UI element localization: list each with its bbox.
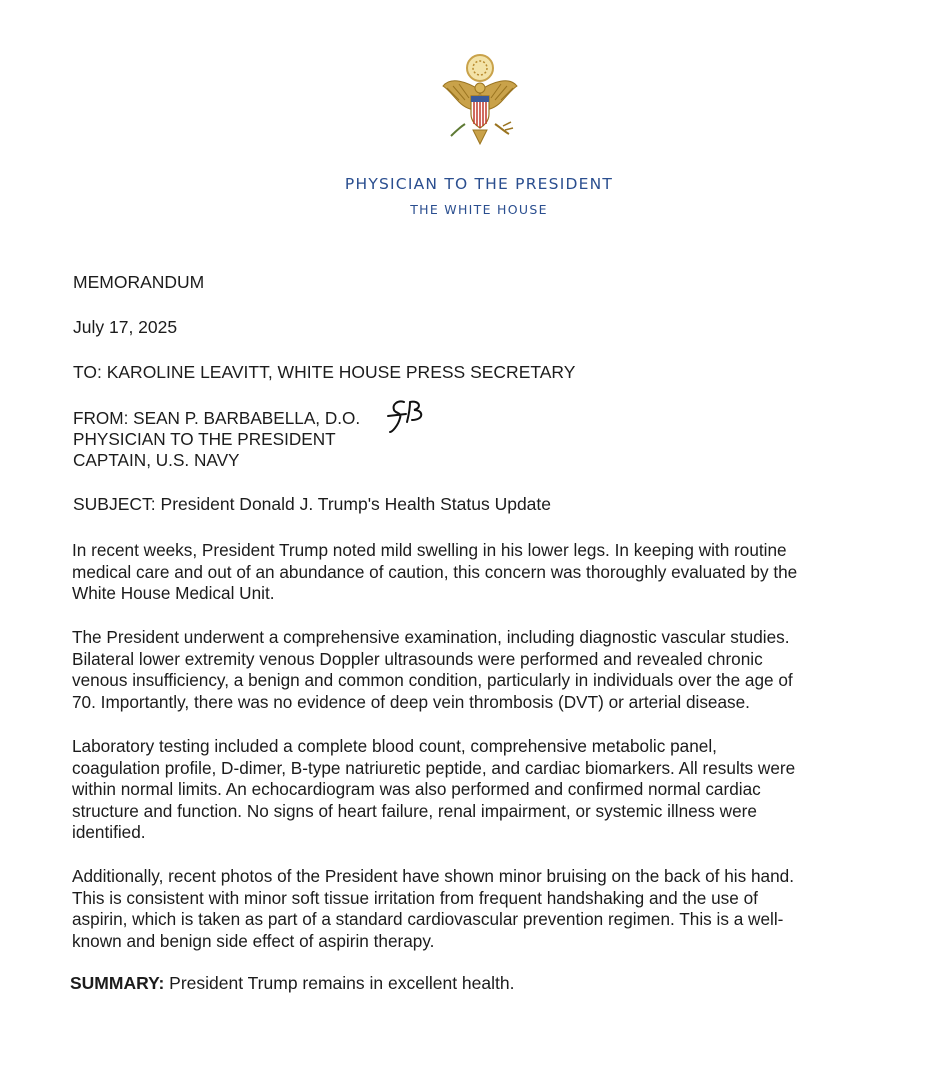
paragraph-line: within normal limits. An echocardiogram was also performed and confirmed normal cardiac xyxy=(72,779,761,799)
paragraph-line: aspirin, which is taken as part of a standard cardiovascular prevention regimen. This is a well- xyxy=(72,909,784,929)
summary-line xyxy=(70,973,514,994)
memo-subject: SUBJECT: President Donald J. Trump's Health Status Update xyxy=(73,494,552,514)
paragraph-line: In recent weeks, President Trump noted mild swelling in his lower legs. In keeping with routine xyxy=(72,540,787,560)
paragraph-laboratory xyxy=(72,736,872,844)
paragraph-line: venous insufficiency, a benign and common condition, particularly in individuals over the age of xyxy=(72,670,793,690)
memo-from-rank: CAPTAIN, U.S. NAVY xyxy=(73,450,240,470)
paragraph-examination xyxy=(72,627,872,713)
letterhead-title: PHYSICIAN TO THE PRESIDENT xyxy=(344,175,614,193)
memo-from-title: PHYSICIAN TO THE PRESIDENT xyxy=(73,429,336,449)
initials-signature-icon xyxy=(384,396,428,436)
letterhead-subtitle: THE WHITE HOUSE xyxy=(410,202,548,217)
memo-to: TO: KAROLINE LEAVITT, WHITE HOUSE PRESS SECRETARY xyxy=(73,362,576,382)
paragraph-swelling xyxy=(72,540,872,605)
summary-text: President Trump remains in excellent health. xyxy=(164,973,515,993)
paragraph-line: medical care and out of an abundance of caution, this concern was thoroughly evaluated by the xyxy=(72,561,798,582)
summary-label: SUMMARY: xyxy=(70,973,165,993)
paragraph-line: structure and function. No signs of heart failure, renal impairment, or systemic illness were xyxy=(72,800,757,821)
presidential-seal-icon xyxy=(437,52,523,148)
paragraph-line: identified. xyxy=(72,822,146,842)
paragraph-bruising xyxy=(72,866,872,952)
paragraph-line: Additionally, recent photos of the President have shown minor bruising on the back of his hand. xyxy=(72,866,794,886)
paragraph-line: coagulation profile, D-dimer, B-type natriuretic peptide, and cardiac biomarkers. All results were xyxy=(72,757,796,778)
paragraph-line: White House Medical Unit. xyxy=(72,583,275,603)
paragraph-line: known and benign side effect of aspirin therapy. xyxy=(72,930,435,951)
memo-date: July 17, 2025 xyxy=(73,317,178,337)
paragraph-line: The President underwent a comprehensive examination, including diagnostic vascular studies. xyxy=(72,627,790,647)
memo-type: MEMORANDUM xyxy=(73,272,205,292)
paragraph-line: Laboratory testing included a complete blood count, comprehensive metabolic panel, xyxy=(72,736,717,756)
paragraph-line: Bilateral lower extremity venous Doppler ultrasounds were performed and revealed chronic xyxy=(72,648,763,669)
paragraph-line: This is consistent with minor soft tissue irritation from frequent handshaking and the use of xyxy=(72,887,758,908)
paragraph-line: 70. Importantly, there was no evidence of deep vein thrombosis (DVT) or arterial disease. xyxy=(72,691,750,712)
memo-from: FROM: SEAN P. BARBABELLA, D.O. xyxy=(73,408,361,428)
